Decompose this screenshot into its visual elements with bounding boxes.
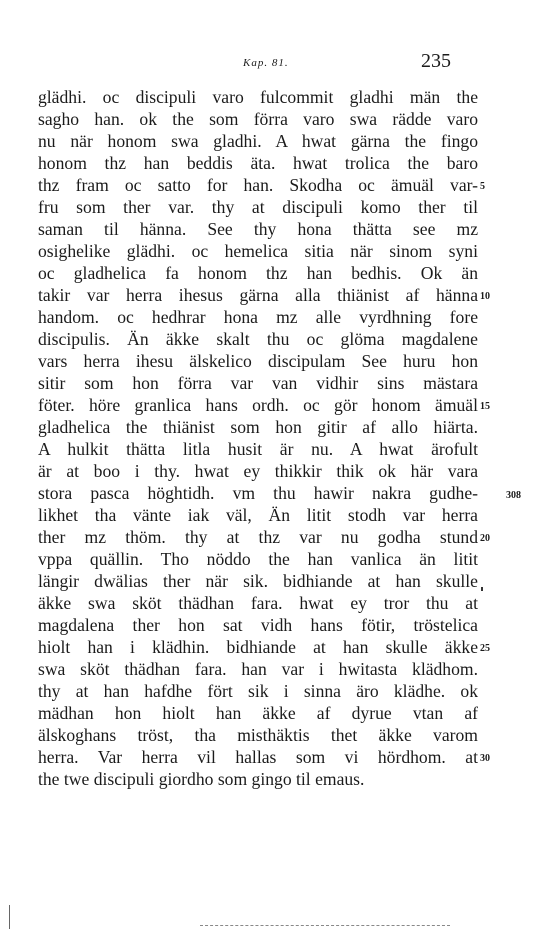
text-line: herra. Var herra vil hallas som vi hördhom. at [38,747,478,767]
text-line: oc gladhelica fa honom thz han bedhis. Ok än [38,263,478,283]
text-line: likhet tha vänte iak väl, Än litit stodh var herra [38,505,478,525]
text-line: discipulis. Än äkke skalt thu oc glöma magdalene [38,329,478,349]
text-line: fru som ther var. thy at discipuli komo ther til [38,197,478,217]
text-line: handom. oc hedhrar hona mz alle vyrdhning fore [38,307,478,327]
text-line: takir var herra ihesus gärna alla thiänist af hänna [38,285,478,305]
text-line: sagho han. ok the som förra varo swa rädde varo [38,109,478,129]
bottom-dashed-rule [200,925,450,926]
text-line: glädhi. oc discipuli varo fulcommit gladhi män the [38,87,478,107]
text-line: the twe discipuli giordho som gingo til emaus. [38,769,365,789]
margin-tick-mark [481,587,483,591]
margin-reference-number: 308 [506,490,521,501]
text-line: mädhan hon hiolt han äkke af dyrue vtan af [38,703,478,723]
text-line: saman til hänna. See thy hona thätta see mz [38,219,478,239]
line-number: 15 [480,401,490,412]
line-number: 25 [480,643,490,654]
line-number: 5 [480,181,485,192]
text-line: längir dwälias ther när sik. bidhiande at han skulle [38,571,478,591]
line-number: 30 [480,753,490,764]
text-line: thy at han hafdhe fört sik i sinna äro klädhe. ok [38,681,478,701]
text-line: föter. höre granlica hans ordh. oc gör honom ämuäl [38,395,478,415]
text-line: magdalena ther hon sat vidh hans fötir, tröstelica [38,615,478,635]
text-line: vars herra ihesu älskelico discipulam See huru hon [38,351,478,371]
text-line: är at boo i thy. hwat ey thikkir thik ok här vara [38,461,478,481]
text-line: gladhelica the thiänist som hon gitir af allo hiärta. [38,417,478,437]
text-line: ther mz thöm. thy at thz var nu godha stund [38,527,478,547]
running-head: Kap. 81. [243,57,289,69]
text-line: swa sköt thädhan fara. han var i hwitasta klädhom. [38,659,478,679]
text-line: thz fram oc satto for han. Skodha oc ämuäl var- [38,175,478,195]
left-edge-rule [9,905,10,929]
text-line: A hulkit thätta litla husit är nu. A hwat ärofult [38,439,478,459]
line-number: 20 [480,533,490,544]
page-number: 235 [421,50,451,72]
text-line: sitir som hon förra var van vidhir sins mästara [38,373,478,393]
text-line: nu när honom swa gladhi. A hwat gärna the fingo [38,131,478,151]
text-line: hiolt han i klädhin. bidhiande at han skulle äkke [38,637,478,657]
text-line: stora pasca höghtidh. vm thu hawir nakra gudhe- [38,483,478,503]
text-line: älskoghans tröst, tha misthäktis thet äkke varom [38,725,478,745]
line-number: 10 [480,291,490,302]
text-line: honom thz han beddis äta. hwat trolica the baro [38,153,478,173]
text-line: vppa quällin. Tho nöddo the han vanlica än litit [38,549,478,569]
text-line: äkke swa sköt thädhan fara. hwat ey tror thu at [38,593,478,613]
text-line: osighelike glädhi. oc hemelica sitia när sinom syni [38,241,478,261]
